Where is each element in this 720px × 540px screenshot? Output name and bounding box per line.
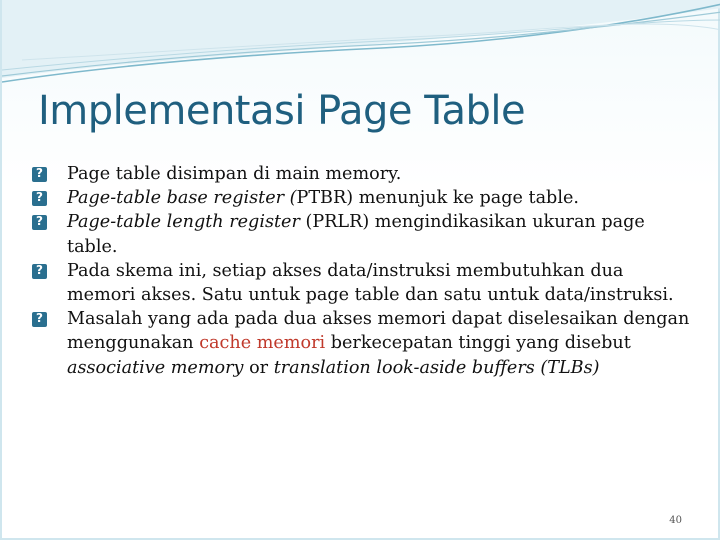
question-box-icon [32, 264, 47, 279]
bullet-text: Pada skema ini, setiap akses data/instruksi membutuhkan dua memori akses. Satu untuk page table dan satu untuk data/instruksi. [67, 260, 674, 306]
bullet-text-italic: translation look-aside buffers (TLBs) [273, 357, 600, 378]
question-box-icon [32, 191, 47, 206]
bullet-list [32, 162, 692, 380]
bullet-item [32, 186, 692, 210]
bullet-text: Masalah yang ada pada dua akses memori dapat diselesaikan dengan menggunakan [67, 309, 690, 354]
page-number: 40 [669, 515, 682, 526]
question-box-icon [32, 167, 47, 182]
decorative-wave-banner [2, 0, 720, 90]
bullet-text: PTBR) menunjuk ke page table. [296, 188, 579, 209]
bullet-item [32, 162, 692, 186]
highlighted-term: cache memori [199, 333, 326, 354]
question-box-icon [32, 215, 47, 230]
bullet-text-italic: Page-table length register [67, 212, 300, 233]
bullet-text: berkecepatan tinggi yang disebut [325, 333, 631, 354]
question-box-icon [32, 312, 47, 327]
slide-title: Implementasi Page Table [38, 88, 526, 134]
bullet-item [32, 210, 692, 258]
bullet-item [32, 307, 692, 380]
bullet-text: (PRLR) mengindikasikan ukuran page table. [67, 212, 645, 257]
bullet-text-italic: associative memory [67, 357, 244, 378]
bullet-text-italic: Page-table base register ( [67, 188, 297, 209]
bullet-text: Page table disimpan di main memory. [67, 164, 402, 184]
bullet-item [32, 259, 692, 307]
bullet-text: or [243, 357, 274, 378]
